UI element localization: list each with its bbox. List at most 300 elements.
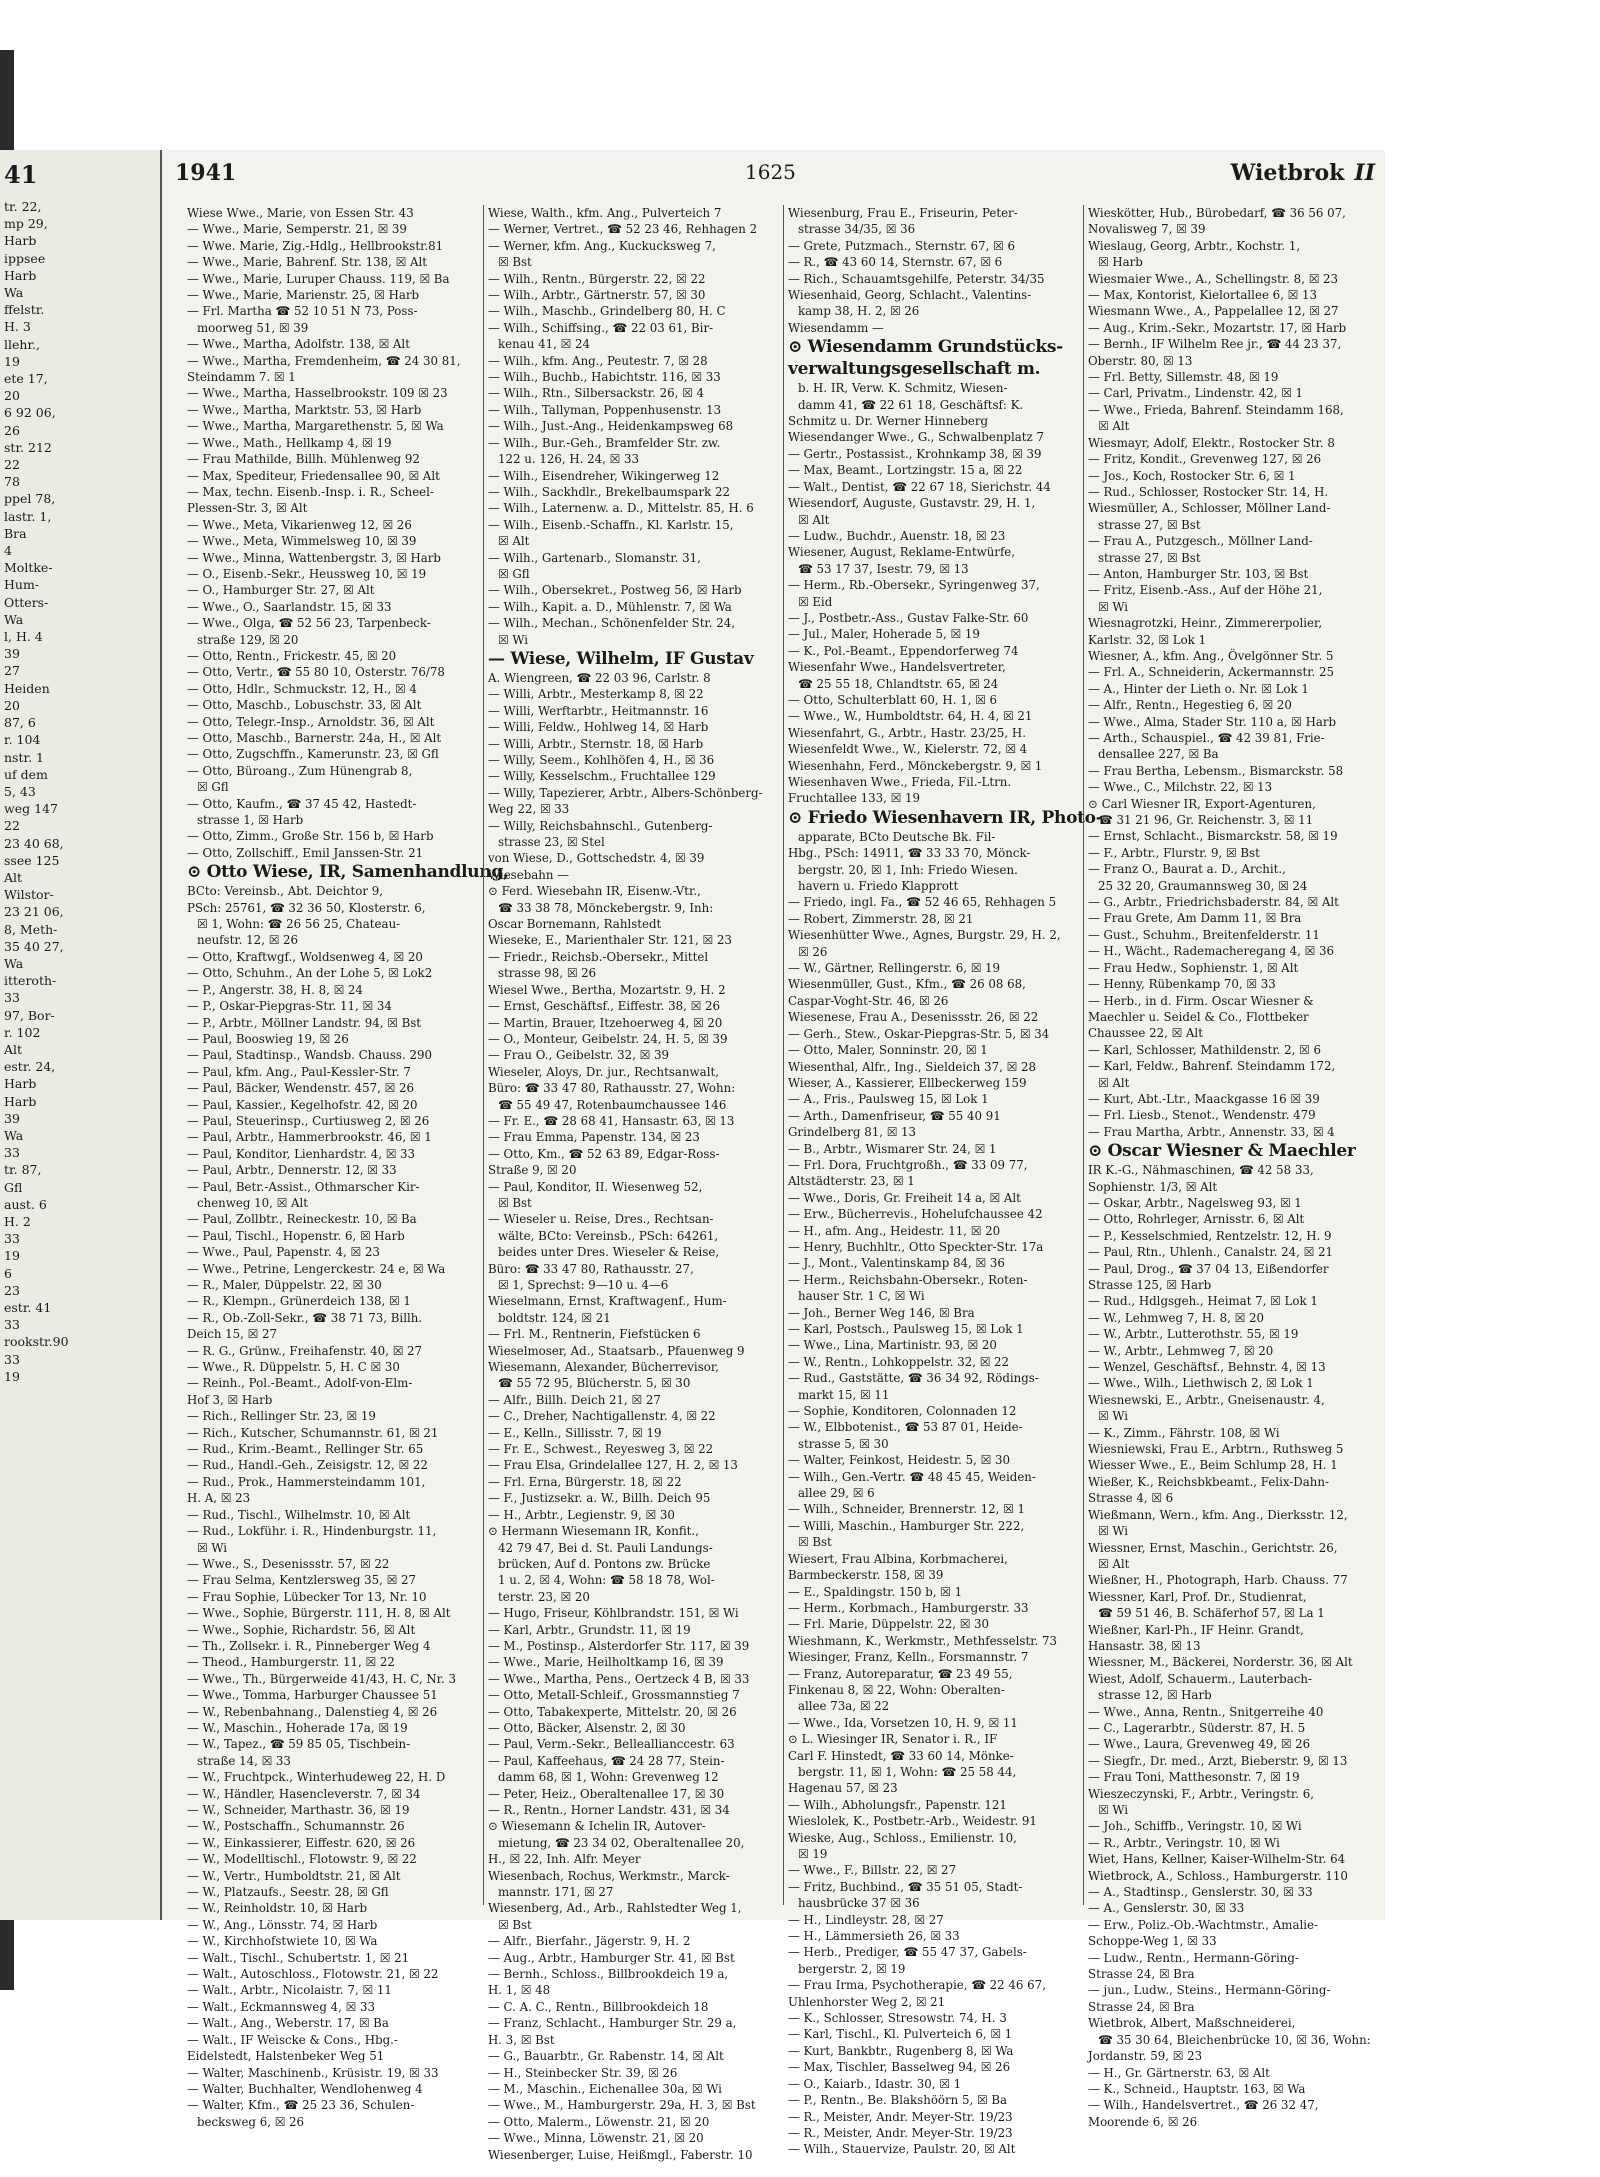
- previous-page-line: 6: [4, 1265, 12, 1281]
- directory-entry: Wiest, Adolf, Schauerm., Lauterbach-: [1088, 1671, 1312, 1686]
- directory-entry: — Rich., Schauamtsgehilfe, Peterstr. 34/35: [788, 271, 1045, 286]
- previous-page-line: 97, Bor-: [4, 1007, 55, 1023]
- directory-entry: — Reinh., Pol.-Beamt., Adolf-von-Elm-: [187, 1376, 413, 1391]
- directory-entry: PSch: 25761, ☎ 32 36 50, Klosterstr. 6,: [187, 900, 426, 915]
- directory-entry: — Willy, Tapezierer, Arbtr., Albers-Schönberg-: [488, 785, 763, 800]
- directory-entry: — Paul, Konditor, II. Wiesenweg 52,: [488, 1179, 703, 1194]
- directory-entry: — Otto, Metall-Schleif., Grossmannstieg 7: [488, 1688, 740, 1703]
- directory-entry: — Paul, Bäcker, Wendenstr. 457, ☒ 26: [187, 1081, 415, 1096]
- directory-entry: — Rud., Hdlgsgeh., Heimat 7, ☒ Lok 1: [1088, 1294, 1318, 1309]
- directory-entry: Deich 15, ☒ 27: [187, 1327, 278, 1342]
- previous-page-line: aust. 6: [4, 1196, 47, 1212]
- directory-entry: — Franz, Schlacht., Hamburger Str. 29 a,: [488, 2016, 737, 2031]
- directory-entry: — Herm., Reichsbahn-Obersekr., Roten-: [788, 1272, 1028, 1287]
- directory-entry: — Walter, Kfm., ☎ 25 23 36, Schulen-: [187, 2098, 415, 2113]
- directory-entry: — B., Arbtr., Wismarer Str. 24, ☒ 1: [788, 1141, 997, 1156]
- directory-entry: Wiesebahn —: [488, 867, 570, 882]
- directory-entry: ☒ Wi: [1098, 1803, 1129, 1817]
- previous-page-heading: 41: [4, 160, 38, 189]
- previous-page-line: l, H. 4: [4, 629, 43, 645]
- directory-entry: — Otto, Kaufm., ☎ 37 45 42, Hastedt-: [187, 796, 417, 811]
- directory-entry: Wieslaug, Georg, Arbtr., Kochstr. 1,: [1088, 238, 1301, 253]
- directory-entry: — Wilh., Tallyman, Poppenhusenstr. 13: [488, 402, 722, 417]
- directory-entry: Wiesmaier Wwe., A., Schellingstr. 8, ☒ 23: [1088, 271, 1339, 286]
- directory-entry: — Frau Emma, Papenstr. 134, ☒ 23: [488, 1130, 700, 1145]
- directory-entry: ☒ Bst: [498, 1917, 532, 1932]
- directory-entry: Wieske, Aug., Schloss., Emilienstr. 10,: [788, 1830, 1017, 1845]
- directory-entry: — Willi, Feldw., Hohlweg 14, ☒ Harb: [488, 720, 709, 735]
- directory-entry: — Willi, Arbtr., Sternstr. 18, ☒ Harb: [488, 736, 704, 751]
- directory-entry: — Jul., Maler, Hoherade 5, ☒ 19: [788, 627, 980, 642]
- directory-entry: — Werner, kfm. Ang., Kuckucksweg 7,: [488, 238, 716, 253]
- directory-entry: — Frau Martha, Arbtr., Annenstr. 33, ☒ 4: [1088, 1124, 1335, 1139]
- directory-entry: — Otto, Maschb., Lobuschstr. 33, ☒ Alt: [187, 698, 422, 713]
- directory-entry: Wieseler, Aloys, Dr. jur., Rechtsanwalt,: [488, 1064, 719, 1079]
- directory-entry: — Werner, Vertret., ☎ 52 23 46, Rehhagen 2: [488, 222, 758, 237]
- directory-entry: — W., Einkassierer, Eiffestr. 620, ☒ 26: [187, 1835, 416, 1850]
- directory-entry: — Fr. E., ☎ 28 68 41, Hansastr. 63, ☒ 13: [488, 1113, 735, 1128]
- directory-entry: strasse 27, ☒ Bst: [1098, 517, 1201, 532]
- directory-entry: strasse 98, ☒ 26: [498, 966, 597, 981]
- directory-entry: — Walter, Feinkost, Heidestr. 5, ☒ 30: [788, 1453, 1011, 1468]
- directory-entry: ☒ Alt: [498, 534, 530, 549]
- directory-entry: strasse 23, ☒ Stel: [498, 835, 605, 850]
- directory-entry: moorweg 51, ☒ 39: [197, 320, 309, 335]
- directory-entry: — Bernh., IF Wilhelm Ree jr., ☎ 44 23 37,: [1088, 337, 1342, 352]
- previous-page-line: Wa: [4, 1127, 24, 1143]
- previous-page-line: uf dem: [4, 766, 48, 782]
- directory-entry: — P., Rentn., Be. Blakshöörn 5, ☒ Ba: [788, 2093, 1008, 2108]
- directory-entry: kamp 38, H. 2, ☒ 26: [798, 304, 920, 319]
- directory-entry: — Rud., Tischl., Wilhelmstr. 10, ☒ Alt: [187, 1507, 411, 1522]
- directory-entry: ☒ 26: [798, 944, 828, 959]
- directory-entry: — F., Arbtr., Flurstr. 9, ☒ Bst: [1088, 845, 1260, 860]
- previous-page-line: 23: [4, 1282, 20, 1298]
- directory-entry: ☒ Alt: [798, 512, 830, 527]
- directory-entry: — Otto, Maschb., Barnerstr. 24a, H., ☒ Alt: [187, 731, 442, 745]
- directory-entry: Uhlenhorster Weg 2, ☒ 21: [788, 1994, 946, 2009]
- directory-entry: — Erw., Bücherrevis., Hohelufchaussee 42: [788, 1207, 1043, 1222]
- directory-entry: 1 u. 2, ☒ 4, Wohn: ☎ 58 18 78, Wol-: [498, 1573, 715, 1588]
- directory-entry: allee 73a, ☒ 22: [798, 1699, 890, 1714]
- directory-entry: Wiesmayr, Adolf, Elektr., Rostocker Str. 8: [1088, 435, 1335, 450]
- directory-entry: — Paul, Arbtr., Hammerbrookstr. 46, ☒ 1: [187, 1130, 432, 1145]
- directory-entry: Maechler u. Seidel & Co., Flottbeker: [1088, 1009, 1309, 1024]
- directory-entry: — Frau Selma, Kentzlersweg 35, ☒ 27: [187, 1573, 417, 1588]
- previous-page-line: Wilstor-: [4, 887, 54, 903]
- directory-entry: bergstr. 20, ☒ 1, Inh: Friedo Wiesen.: [798, 862, 1018, 877]
- directory-entry: — W., Platzaufs., Seestr. 28, ☒ Gfl: [187, 1885, 389, 1900]
- directory-entry: — Wilh., Stauervize, Paulstr. 20, ☒ Alt: [788, 2142, 1016, 2157]
- directory-entry: Wiese Wwe., Marie, von Essen Str. 43: [187, 206, 414, 220]
- directory-entry: — Carl, Privatm., Lindenstr. 42, ☒ 1: [1088, 386, 1304, 401]
- directory-entry: — M., Maschin., Eichenallee 30a, ☒ Wi: [488, 2081, 722, 2096]
- previous-page-strip: [0, 150, 162, 1920]
- directory-entry: — Wwe., Math., Hellkamp 4, ☒ 19: [187, 435, 392, 450]
- directory-entry: Wiesnewski, E., Arbtr., Gneisenaustr. 4,: [1088, 1392, 1325, 1407]
- directory-entry: — Kurt, Bankbtr., Rugenberg 8, ☒ Wa: [788, 2043, 1014, 2058]
- directory-entry: — Gertr., Postassist., Krohnkamp 38, ☒ 39: [788, 446, 1042, 461]
- directory-entry: — A., Stadtinsp., Genslerstr. 30, ☒ 33: [1088, 1885, 1313, 1900]
- directory-entry: — Paul, Konditor, Lienhardstr. 4, ☒ 33: [187, 1146, 416, 1161]
- previous-page-line: 39: [4, 646, 20, 662]
- previous-page-line: Hum-: [4, 577, 40, 593]
- directory-entry: ☒ Wi: [1098, 1524, 1129, 1539]
- directory-entry: — W., Rebenbahnang., Dalenstieg 4, ☒ 26: [187, 1704, 438, 1719]
- directory-entry: — A., Fris., Paulsweg 15, ☒ Lok 1: [788, 1092, 989, 1107]
- directory-entry: — Otto, Büroang., Zum Hünengrab 8,: [187, 763, 413, 778]
- directory-entry: Grindelberg 81, ☒ 13: [788, 1125, 917, 1140]
- directory-entry: — Fr. E., Schwest., Reyesweg 3, ☒ 22: [488, 1442, 714, 1457]
- previous-page-line: 33: [4, 1317, 20, 1333]
- directory-entry: Caspar-Voght-Str. 46, ☒ 26: [788, 993, 949, 1008]
- directory-entry: — Walter, Maschinenb., Krüsistr. 19, ☒ 33: [187, 2065, 439, 2080]
- directory-entry: Wieselmann, Ernst, Kraftwagenf., Hum-: [488, 1294, 727, 1309]
- directory-entry: — Walt., Eckmannsweg 4, ☒ 33: [187, 1999, 376, 2014]
- directory-entry: Wiesenberger, Luise, Heißmgl., Faberstr. 10: [488, 2147, 753, 2162]
- directory-entry: — Otto, Telegr.-Insp., Arnoldstr. 36, ☒ Alt: [187, 714, 435, 729]
- directory-entry: Wieslolek, K., Postbetr.-Arb., Weidestr. 91: [788, 1814, 1037, 1829]
- directory-entry: ☒ Wi: [1098, 1409, 1129, 1424]
- previous-page-line: 20: [4, 697, 20, 713]
- header-surname-range: [1231, 160, 1375, 186]
- previous-page-line: Wa: [4, 285, 24, 301]
- directory-entry: ⊙ Wiesemann & Ichelin IR, Autover-: [488, 1819, 706, 1834]
- directory-entry: — Walt., Ang., Weberstr. 17, ☒ Ba: [187, 2016, 389, 2031]
- directory-entry: — Wwe., F., Billstr. 22, ☒ 27: [788, 1863, 957, 1878]
- directory-entry: — Paul, Stadtinsp., Wandsb. Chauss. 290: [187, 1048, 432, 1063]
- directory-entry: Wieskötter, Hub., Bürobedarf, ☎ 36 56 07,: [1088, 206, 1346, 220]
- directory-entry: — Siegfr., Dr. med., Arzt, Bieberstr. 9, ☒ 13: [1088, 1753, 1348, 1768]
- directory-entry: — Wwe., M., Hamburgerstr. 29a, H. 3, ☒ Bst: [488, 2098, 756, 2113]
- directory-entry: Hof 3, ☒ Harb: [187, 1392, 273, 1407]
- directory-entry: — Walt., IF Weiscke & Cons., Hbg.-: [187, 2032, 398, 2047]
- previous-page-line: tr. 87,: [4, 1162, 42, 1178]
- previous-page-line: 78: [4, 474, 20, 490]
- directory-entry: ⊙ Oscar Wiesner & Maechler: [1088, 1141, 1356, 1162]
- directory-entry: — Wilh., Kapit. a. D., Mühlenstr. 7, ☒ Wa: [488, 599, 732, 614]
- directory-entry: Wiesenthal, Alfr., Ing., Sieldeich 37, ☒ 28: [788, 1059, 1036, 1074]
- previous-page-line: 19: [4, 353, 20, 369]
- directory-entry: Wiesniewski, Frau E., Arbtrn., Ruthsweg 5: [1088, 1442, 1344, 1457]
- directory-entry: — Wenzel, Geschäftsf., Behnstr. 4, ☒ 13: [1088, 1360, 1326, 1375]
- previous-page-line: ete 17,: [4, 371, 48, 387]
- directory-entry: Wießner, H., Photograph, Harb. Chauss. 77: [1088, 1573, 1348, 1588]
- directory-entry: — W., Tapez., ☎ 59 85 05, Tischbein-: [187, 1737, 411, 1752]
- directory-entry: — Ernst, Schlacht., Bismarckstr. 58, ☒ 19: [1088, 829, 1338, 844]
- directory-entry: — Rud., Krim.-Beamt., Rellinger Str. 65: [187, 1442, 424, 1457]
- directory-entry: — Wilh., Schiffsing., ☎ 22 03 61, Bir-: [488, 320, 714, 335]
- directory-entry: — K., Schlosser, Stresowstr. 74, H. 3: [788, 2011, 1007, 2026]
- directory-entry: — Max, Spediteur, Friedensallee 90, ☒ Alt: [187, 468, 440, 483]
- previous-page-line: 4: [4, 543, 12, 559]
- directory-entry: Wiesert, Frau Albina, Korbmacherei,: [788, 1551, 1008, 1566]
- directory-entry: ⊙ Otto Wiese, IR, Samenhandlung,: [187, 862, 509, 883]
- directory-entry: — Erw., Poliz.-Ob.-Wachtmstr., Amalie-: [1088, 1917, 1319, 1932]
- directory-entry: Wiesnagrotzki, Heinr., Zimmererpolier,: [1088, 616, 1323, 631]
- directory-entry: 42 79 47, Bei d. St. Pauli Landungs-: [498, 1540, 713, 1555]
- directory-entry: BCto: Vereinsb., Abt. Deichtor 9,: [187, 884, 383, 899]
- header-year: 1941: [175, 160, 237, 186]
- directory-entry: — Paul, Steuerinsp., Curtiusweg 2, ☒ 26: [187, 1113, 430, 1128]
- directory-entry: — R., Maler, Düppelstr. 22, ☒ 30: [187, 1278, 382, 1292]
- directory-entry: — Wwe., Sophie, Richardstr. 56, ☒ Alt: [187, 1622, 416, 1637]
- directory-entry: — W., Postschaffn., Schumannstr. 26: [187, 1819, 405, 1834]
- directory-entry: Wiesmüller, A., Schlosser, Möllner Land-: [1088, 501, 1331, 516]
- directory-entry: Büro: ☎ 33 47 80, Rathausstr. 27,: [488, 1261, 694, 1276]
- directory-entry: — Bernh., Schloss., Billbrookdeich 19 a,: [488, 1967, 729, 1982]
- directory-entry: — H., Steinbecker Str. 39, ☒ 26: [488, 2065, 678, 2080]
- directory-entry: — H., Arbtr., Legienstr. 9, ☒ 30: [488, 1507, 675, 1522]
- directory-entry: Jordanstr. 59, ☒ 23: [1088, 2049, 1203, 2064]
- previous-page-line: Moltke-: [4, 560, 53, 576]
- previous-page-line: 8, Meth-: [4, 921, 58, 937]
- directory-entry: — Wwe., Frieda, Bahrenf. Steindamm 168,: [1088, 402, 1344, 417]
- directory-entry: — Wilh., Mechan., Schönenfelder Str. 24,: [488, 616, 736, 631]
- directory-entry: — Wilh., Buchb., Habichtstr. 116, ☒ 33: [488, 370, 721, 385]
- directory-entry: — Ludw., Buchdr., Auenstr. 18, ☒ 23: [788, 528, 1006, 543]
- previous-page-line: Otters-: [4, 594, 49, 610]
- directory-entry: — Wilh., Schneider, Brennerstr. 12, ☒ 1: [788, 1502, 1025, 1517]
- directory-entry: — Wwe., Anna, Rentn., Snitgerreihe 40: [1088, 1704, 1324, 1719]
- directory-entry: — Arth., Schauspiel., ☎ 42 39 81, Frie-: [1088, 731, 1325, 745]
- previous-page-line: 27: [4, 663, 20, 679]
- directory-entry: — Wilh., Maschb., Grindelberg 80, H. C: [488, 304, 726, 319]
- directory-entry: — Wwe., Wilh., Liethwisch 2, ☒ Lok 1: [1088, 1376, 1314, 1391]
- directory-entry: — Herm., Korbmach., Hamburgerstr. 33: [788, 1600, 1029, 1615]
- directory-entry: — Frau O., Geibelstr. 32, ☒ 39: [488, 1048, 669, 1063]
- directory-entry: Wietbrok, Albert, Maßschneiderei,: [1088, 2016, 1296, 2031]
- directory-entry: Wiesenhahn, Ferd., Mönckebergstr. 9, ☒ 1: [788, 758, 1043, 773]
- directory-entry: Wiesner, A., kfm. Ang., Övelgönner Str. 5: [1088, 648, 1334, 663]
- directory-entry: — W., Modelltischl., Flotowstr. 9, ☒ 22: [187, 1852, 417, 1867]
- directory-entry: — Fritz, Eisenb.-Ass., Auf der Höhe 21,: [1088, 583, 1323, 598]
- directory-entry: Carl F. Hinstedt, ☎ 33 60 14, Mönke-: [788, 1748, 1014, 1763]
- directory-entry: ☎ 33 38 78, Mönckebergstr. 9, Inh:: [498, 900, 714, 915]
- directory-entry: ☒ Wi: [498, 632, 529, 647]
- directory-entry: Wiet, Hans, Kellner, Kaiser-Wilhelm-Str. 64: [1088, 1852, 1346, 1867]
- directory-entry: — W., Fruchtpck., Winterhudeweg 22, H. D: [187, 1770, 446, 1785]
- directory-entry: — Paul, Arbtr., Dennerstr. 12, ☒ 33: [187, 1163, 397, 1178]
- directory-entry: strasse 5, ☒ 30: [798, 1436, 889, 1451]
- previous-page-line: 23 21 06,: [4, 904, 64, 920]
- directory-entry: — Otto, Kraftwgf., Woldsenweg 4, ☒ 20: [187, 949, 423, 964]
- directory-entry: — E., Spaldingstr. 150 b, ☒ 1: [788, 1584, 963, 1599]
- directory-entry: Wiesenberg, Ad., Arb., Rahlstedter Weg 1,: [488, 1901, 742, 1916]
- directory-entry: ⊙ Ferd. Wiesebahn IR, Eisenw.-Vtr.,: [488, 884, 701, 899]
- directory-entry: — Otto, Km., ☎ 52 63 89, Edgar-Ross-: [488, 1146, 720, 1161]
- directory-entry: — Wilh., Obersekret., Postweg 56, ☒ Harb: [488, 583, 742, 598]
- directory-entry: ⊙ Wiesendamm Grundstücks-: [788, 337, 1063, 358]
- directory-entry: — Paul, Kassier., Kegelhofstr. 42, ☒ 20: [187, 1097, 418, 1112]
- directory-entry: — Max, techn. Eisenb.-Insp. i. R., Scheel-: [187, 484, 434, 499]
- directory-entry: — Wwe., S., Desenissstr. 57, ☒ 22: [187, 1556, 390, 1571]
- directory-entry: 122 u. 126, H. 24, ☒ 33: [498, 452, 640, 467]
- directory-entry: ☎ 55 49 47, Rotenbaumchaussee 146: [498, 1097, 727, 1112]
- directory-entry: — Wwe., Tomma, Harburger Chaussee 51: [187, 1688, 438, 1703]
- directory-entry: ☒ Bst: [798, 1535, 832, 1550]
- directory-entry: — Franz O., Baurat a. D., Archit.,: [1088, 862, 1286, 877]
- directory-entry: — Henny, Rübenkamp 70, ☒ 33: [1088, 977, 1276, 992]
- directory-entry: Wiesenbach, Rochus, Werkmstr., Marck-: [488, 1868, 730, 1883]
- directory-entry: — A., Genslerstr. 30, ☒ 33: [1088, 1901, 1245, 1916]
- header-surname: Wietbrok: [1230, 160, 1345, 186]
- directory-entry: ☎ 25 55 18, Chlandtstr. 65, ☒ 24: [798, 676, 999, 691]
- directory-entry: — Wwe., Alma, Stader Str. 110 a, ☒ Harb: [1088, 714, 1337, 729]
- directory-entry: — Frau A., Putzgesch., Möllner Land-: [1088, 534, 1313, 549]
- directory-entry: — J., Postbetr.-Ass., Gustav Falke-Str. 60: [788, 610, 1029, 625]
- directory-entry: ⊙ Carl Wiesner IR, Export-Agenturen,: [1088, 796, 1316, 811]
- previous-page-line: estr. 24,: [4, 1059, 56, 1075]
- directory-entry: brücken, Auf d. Pontons zw. Brücke: [498, 1556, 711, 1571]
- directory-entry: — Willi, Maschin., Hamburger Str. 222,: [788, 1518, 1025, 1533]
- directory-entry: — K., Schneid., Hauptstr. 163, ☒ Wa: [1088, 2081, 1306, 2096]
- previous-page-line: Harb: [4, 1076, 37, 1092]
- directory-entry: — K., Zimm., Fährstr. 108, ☒ Wi: [1088, 1425, 1280, 1440]
- directory-entry: ☒ Wi: [197, 1540, 228, 1555]
- directory-entry: — Paul, Drog., ☎ 37 04 13, Eißendorfer: [1088, 1261, 1329, 1276]
- directory-entry: — W., Lehmweg 7, H. 8, ☒ 20: [1088, 1310, 1264, 1325]
- directory-entry: — Frau Sophie, Lübecker Tor 13, Nr. 10: [187, 1589, 427, 1604]
- directory-entry: — Peter, Heiz., Oberaltenallee 17, ☒ 30: [488, 1786, 725, 1801]
- directory-entry: — Wiese, Wilhelm, IF Gustav: [488, 648, 754, 669]
- directory-entry: allee 29, ☒ 6: [798, 1486, 875, 1501]
- directory-entry: — Willi, Werftarbtr., Heitmannstr. 16: [488, 703, 709, 718]
- directory-entry: Wiesendanger Wwe., G., Schwalbenplatz 7: [788, 430, 1045, 445]
- directory-entry: Schmitz u. Dr. Werner Hinneberg: [788, 414, 989, 429]
- directory-entry: Wiesenfahrt, G., Arbtr., Hastr. 23/25, H.: [788, 725, 1026, 740]
- directory-entry: — Frl. Marie, Düppelstr. 22, ☒ 30: [788, 1617, 990, 1632]
- directory-entry: — Wilh., Arbtr., Gärtnerstr. 57, ☒ 30: [488, 288, 706, 303]
- directory-entry: — Martin, Brauer, Itzehoerweg 4, ☒ 20: [488, 1015, 723, 1030]
- directory-entry: — Wwe., Meta, Wimmelsweg 10, ☒ 39: [187, 534, 417, 549]
- directory-entry: — Friedo, ingl. Fa., ☎ 52 46 65, Rehhagen 5: [788, 895, 1057, 910]
- directory-entry: — W., Arbtr., Lutterothstr. 55, ☒ 19: [1088, 1327, 1299, 1342]
- directory-entry: beides unter Dres. Wieseler & Reise,: [498, 1245, 720, 1260]
- directory-entry: Strasse 24, ☒ Bra: [1088, 1967, 1195, 1982]
- previous-page-line: Harb: [4, 267, 37, 283]
- previous-page-line: 39: [4, 1110, 20, 1126]
- directory-entry: Fruchtallee 133, ☒ 19: [788, 791, 921, 806]
- previous-page-line: Alt: [4, 869, 23, 885]
- directory-entry: — Rud., Handl.-Geh., Zeisigstr. 12, ☒ 22: [187, 1458, 428, 1473]
- directory-entry: Chaussee 22, ☒ Alt: [1088, 1026, 1203, 1041]
- directory-entry: mannstr. 171, ☒ 27: [498, 1885, 614, 1900]
- previous-page-line: mp 29,: [4, 216, 48, 232]
- directory-entry: — Grete, Putzmach., Sternstr. 67, ☒ 6: [788, 238, 1015, 253]
- directory-entry: — Wwe., Marie, Bahrenf. Str. 138, ☒ Alt: [187, 255, 428, 270]
- previous-page-line: 22: [4, 457, 20, 473]
- previous-page-line: H. 3: [4, 319, 31, 335]
- directory-entry: — Frau Irma, Psychotherapie, ☎ 22 46 67,: [788, 1978, 1046, 1993]
- directory-entry: — W., Händler, Hasencleverstr. 7, ☒ 34: [187, 1786, 421, 1801]
- column-3: [783, 205, 1103, 2157]
- directory-entry: ⊙ L. Wiesinger IR, Senator i. R., IF: [788, 1732, 998, 1747]
- previous-page-line: rookstr.90: [4, 1334, 69, 1350]
- directory-entry: — Karl, Schlosser, Mathildenstr. 2, ☒ 6: [1088, 1042, 1321, 1057]
- directory-entry: ☒ 1, Wohn: ☎ 26 56 25, Chateau-: [197, 917, 401, 932]
- directory-entry: strasse 12, ☒ Harb: [1098, 1688, 1212, 1703]
- directory-entry: 25 32 20, Graumannsweg 30, ☒ 24: [1098, 878, 1308, 893]
- directory-entry: — Wwe., Marie, Luruper Chauss. 119, ☒ Ba: [187, 271, 450, 286]
- directory-entry: Hagenau 57, ☒ 23: [788, 1781, 898, 1796]
- directory-entry: hausbrücke 37 ☒ 36: [798, 1896, 920, 1911]
- directory-entry: — Wwe., Martha, Adolfstr. 138, ☒ Alt: [187, 337, 410, 352]
- directory-entry: ☒ Harb: [1098, 255, 1143, 270]
- previous-page-line: 33: [4, 1231, 20, 1247]
- directory-entry: — Wwe., O., Saarlandstr. 15, ☒ 33: [187, 599, 392, 614]
- directory-entry: — Wwe., Martha, Pens., Oertzeck 4 B, ☒ 33: [488, 1671, 750, 1686]
- directory-entry: — H., afm. Ang., Heidestr. 11, ☒ 20: [788, 1223, 1001, 1238]
- directory-entry: — R. G., Grünw., Freihafenstr. 40, ☒ 27: [187, 1343, 423, 1358]
- directory-entry: ☒ Eid: [798, 594, 833, 609]
- directory-entry: — Anton, Hamburger Str. 103, ☒ Bst: [1088, 566, 1309, 581]
- previous-page-line: 35 40 27,: [4, 938, 64, 954]
- directory-entry: — Rud., Lokführ. i. R., Hindenburgstr. 11,: [187, 1524, 437, 1539]
- previous-page-line: ppel 78,: [4, 491, 56, 507]
- directory-entry: — Th., Zollsekr. i. R., Pinneberger Weg 4: [187, 1638, 431, 1653]
- directory-entry: — Wilh., Laternenw. a. D., Mittelstr. 85, H. 6: [488, 501, 754, 516]
- directory-entry: — K., Pol.-Beamt., Eppendorferweg 74: [788, 643, 1019, 658]
- directory-entry: — W., Arbtr., Lehmweg 7, ☒ 20: [1088, 1343, 1274, 1358]
- directory-entry: — R., Ob.-Zoll-Sekr., ☎ 38 71 73, Billh.: [187, 1310, 423, 1325]
- directory-entry: Wiessner, Ernst, Maschin., Gerichtstr. 26,: [1088, 1540, 1338, 1555]
- directory-entry: Plessen-Str. 3, ☒ Alt: [187, 501, 308, 516]
- directory-entry: Wiesenfeldt Wwe., W., Kielerstr. 72, ☒ 4: [788, 742, 1028, 757]
- column-2: [483, 205, 780, 2162]
- directory-entry: — Wilh., Abholungsfr., Papenstr. 121: [788, 1797, 1007, 1812]
- directory-entry: — Aug., Arbtr., Hamburger Str. 41, ☒ Bst: [488, 1950, 735, 1965]
- directory-entry: — W., Schneider, Marthastr. 36, ☒ 19: [187, 1803, 410, 1817]
- directory-entry: — Paul, Zollbtr., Reineckestr. 10, ☒ Ba: [187, 1212, 417, 1227]
- directory-entry: ☎ 31 21 96, Gr. Reichenstr. 3, ☒ 11: [1098, 813, 1314, 828]
- directory-entry: — Karl, Feldw., Bahrenf. Steindamm 172,: [1088, 1059, 1336, 1074]
- directory-entry: — Wwe., Marie, Marienstr. 25, ☒ Harb: [187, 288, 420, 303]
- directory-entry: — Wwe., Th., Bürgerweide 41/43, H. C, Nr. 3: [187, 1671, 456, 1686]
- directory-entry: — Paul, Kaffeehaus, ☎ 24 28 77, Stein-: [488, 1753, 725, 1768]
- previous-page-line: 5, 43: [4, 783, 36, 799]
- directory-columns: [183, 205, 1383, 2162]
- previous-page-line: 19: [4, 1368, 20, 1384]
- directory-entry: — G., Arbtr., Friedrichsbaderstr. 84, ☒ Alt: [1088, 895, 1339, 910]
- directory-entry: — Frau Toni, Matthesonstr. 7, ☒ 19: [1088, 1770, 1300, 1785]
- directory-entry: — Wilh., Just.-Ang., Heidenkampsweg 68: [488, 419, 734, 434]
- directory-entry: — Herb., in d. Firm. Oscar Wiesner &: [1088, 993, 1314, 1008]
- directory-entry: — Arth., Damenfriseur, ☎ 55 40 91: [788, 1108, 1001, 1123]
- directory-entry: — Aug., Krim.-Sekr., Mozartstr. 17, ☒ Harb: [1088, 320, 1347, 335]
- directory-entry: — P., Angerstr. 38, H. 8, ☒ 24: [187, 982, 363, 997]
- directory-entry: IR K.-G., Nähmaschinen, ☎ 42 58 33,: [1088, 1163, 1314, 1178]
- previous-page-line: Harb: [4, 233, 37, 249]
- previous-page-line: 33: [4, 1351, 20, 1367]
- directory-entry: H. 1, ☒ 48: [488, 1983, 551, 1998]
- directory-entry: — R., ☎ 43 60 14, Sternstr. 67, ☒ 6: [788, 255, 1003, 270]
- directory-entry: — Karl, Postsch., Paulsweg 15, ☒ Lok 1: [788, 1322, 1024, 1336]
- previous-page-line: Heiden: [4, 680, 50, 696]
- directory-entry: Wiesel Wwe., Bertha, Mozartstr. 9, H. 2: [488, 982, 726, 997]
- directory-entry: — W., Ang., Lönsstr. 74, ☒ Harb: [187, 1917, 378, 1932]
- previous-page-line: weg 147: [4, 801, 58, 817]
- previous-page-line: llehr.,: [4, 336, 40, 352]
- directory-entry: — Otto, Rohrleger, Arnisstr. 6, ☒ Alt: [1088, 1212, 1305, 1227]
- directory-entry: — Fritz, Kondit., Grevenweg 127, ☒ 26: [1088, 452, 1322, 467]
- directory-entry: — Wilh., kfm. Ang., Peutestr. 7, ☒ 28: [488, 353, 708, 368]
- directory-entry: — Wwe., Paul, Papenstr. 4, ☒ 23: [187, 1245, 380, 1260]
- directory-entry: ☎ 35 30 64, Bleichenbrücke 10, ☒ 36, Wohn:: [1098, 2032, 1371, 2047]
- previous-page-line: 23 40 68,: [4, 835, 64, 851]
- directory-entry: — Rich., Rellinger Str. 23, ☒ 19: [187, 1409, 376, 1424]
- directory-entry: — Willy, Reichsbahnschl., Gutenberg-: [488, 818, 713, 833]
